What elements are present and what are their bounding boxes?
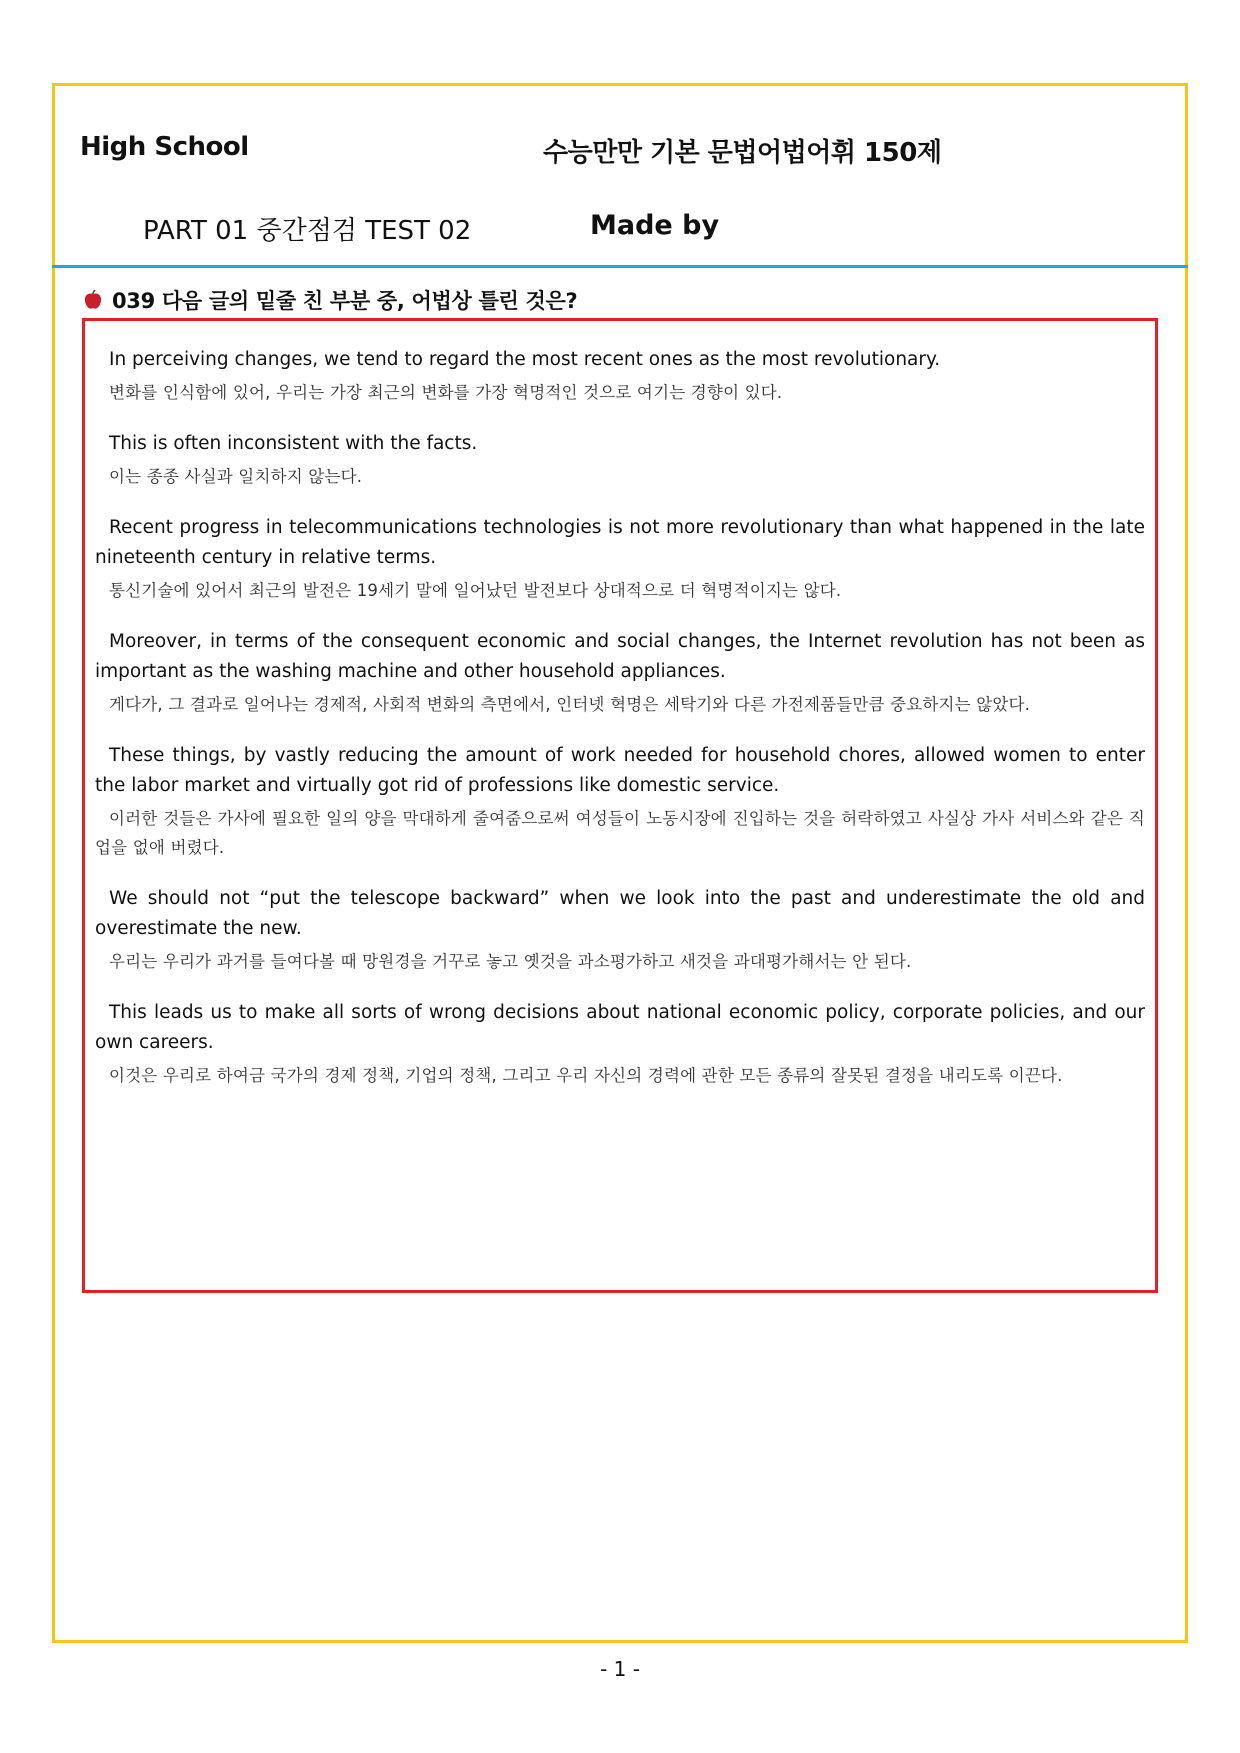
school-label: High School [80, 132, 249, 162]
english-sentence: We should not “put the telescope backward” when we look into the past and underestimate the old and overestimate the new. [95, 888, 1145, 939]
english-sentence: This leads us to make all sorts of wrong decisions about national economic policy, corporate policies, and our own careers. [95, 1002, 1145, 1053]
passage-paragraph [95, 627, 1145, 719]
korean-translation: 이는 종종 사실과 일치하지 않는다. [109, 467, 363, 486]
passage-paragraph [95, 884, 1145, 976]
made-by-label: Made by [590, 210, 720, 241]
passage-paragraph [95, 345, 1145, 407]
question-heading [84, 285, 577, 315]
page-number: - 1 - [600, 1657, 640, 1681]
korean-translation: 이러한 것들은 가사에 필요한 일의 양을 막대하게 줄여줌으로써 여성들이 노동시장에 진입하는 것을 허락하였고 사실상 가사 서비스와 같은 직업을 없애 버렸다. [95, 809, 1145, 857]
korean-translation: 우리는 우리가 과거를 들여다볼 때 망원경을 거꾸로 놓고 옛것을 과소평가하고 새것을 과대평가해서는 안 된다. [109, 952, 912, 971]
korean-translation: 변화를 인식함에 있어, 우리는 가장 최근의 변화를 가장 혁명적인 것으로 여기는 경향이 있다. [109, 383, 783, 402]
english-sentence: This is often inconsistent with the facts. [109, 433, 478, 454]
korean-translation: 게다가, 그 결과로 일어나는 경제적, 사회적 변화의 측면에서, 인터넷 혁명은 세탁기와 다른 가전제품들만큼 중요하지는 않았다. [109, 695, 1031, 714]
english-sentence: Moreover, in terms of the consequent economic and social changes, the Internet revolution has not been as important as the washing machine and other household appliances. [95, 631, 1145, 682]
english-sentence: Recent progress in telecommunications technologies is not more revolutionary than what happened in the late nineteenth century in relative terms. [95, 517, 1145, 568]
apple-bullet-icon [84, 290, 102, 310]
passage-box [82, 318, 1158, 1293]
passage-paragraph [95, 998, 1145, 1090]
header-divider [52, 265, 1188, 268]
korean-translation: 통신기술에 있어서 최근의 발전은 19세기 말에 일어났던 발전보다 상대적으로 더 혁명적이지는 않다. [109, 581, 842, 600]
part-title: PART 01 중간점검 TEST 02 [143, 216, 472, 246]
book-title: 수능만만 기본 문법어법어휘 150제 [543, 138, 942, 168]
english-sentence: These things, by vastly reducing the amount of work needed for household chores, allowed women to enter the labor market and virtually got rid of professions like domestic service. [95, 745, 1145, 796]
passage-paragraph [95, 513, 1145, 605]
question-text: 039 다음 글의 밑줄 친 부분 중, 어법상 틀린 것은? [112, 289, 578, 313]
passage-paragraph [95, 741, 1145, 862]
passage-paragraph [95, 429, 1145, 491]
korean-translation: 이것은 우리로 하여금 국가의 경제 정책, 기업의 정책, 그리고 우리 자신의 경력에 관한 모든 종류의 잘못된 결정을 내리도록 이끈다. [109, 1066, 1063, 1085]
english-sentence: In perceiving changes, we tend to regard the most recent ones as the most revolutionary. [109, 349, 941, 370]
